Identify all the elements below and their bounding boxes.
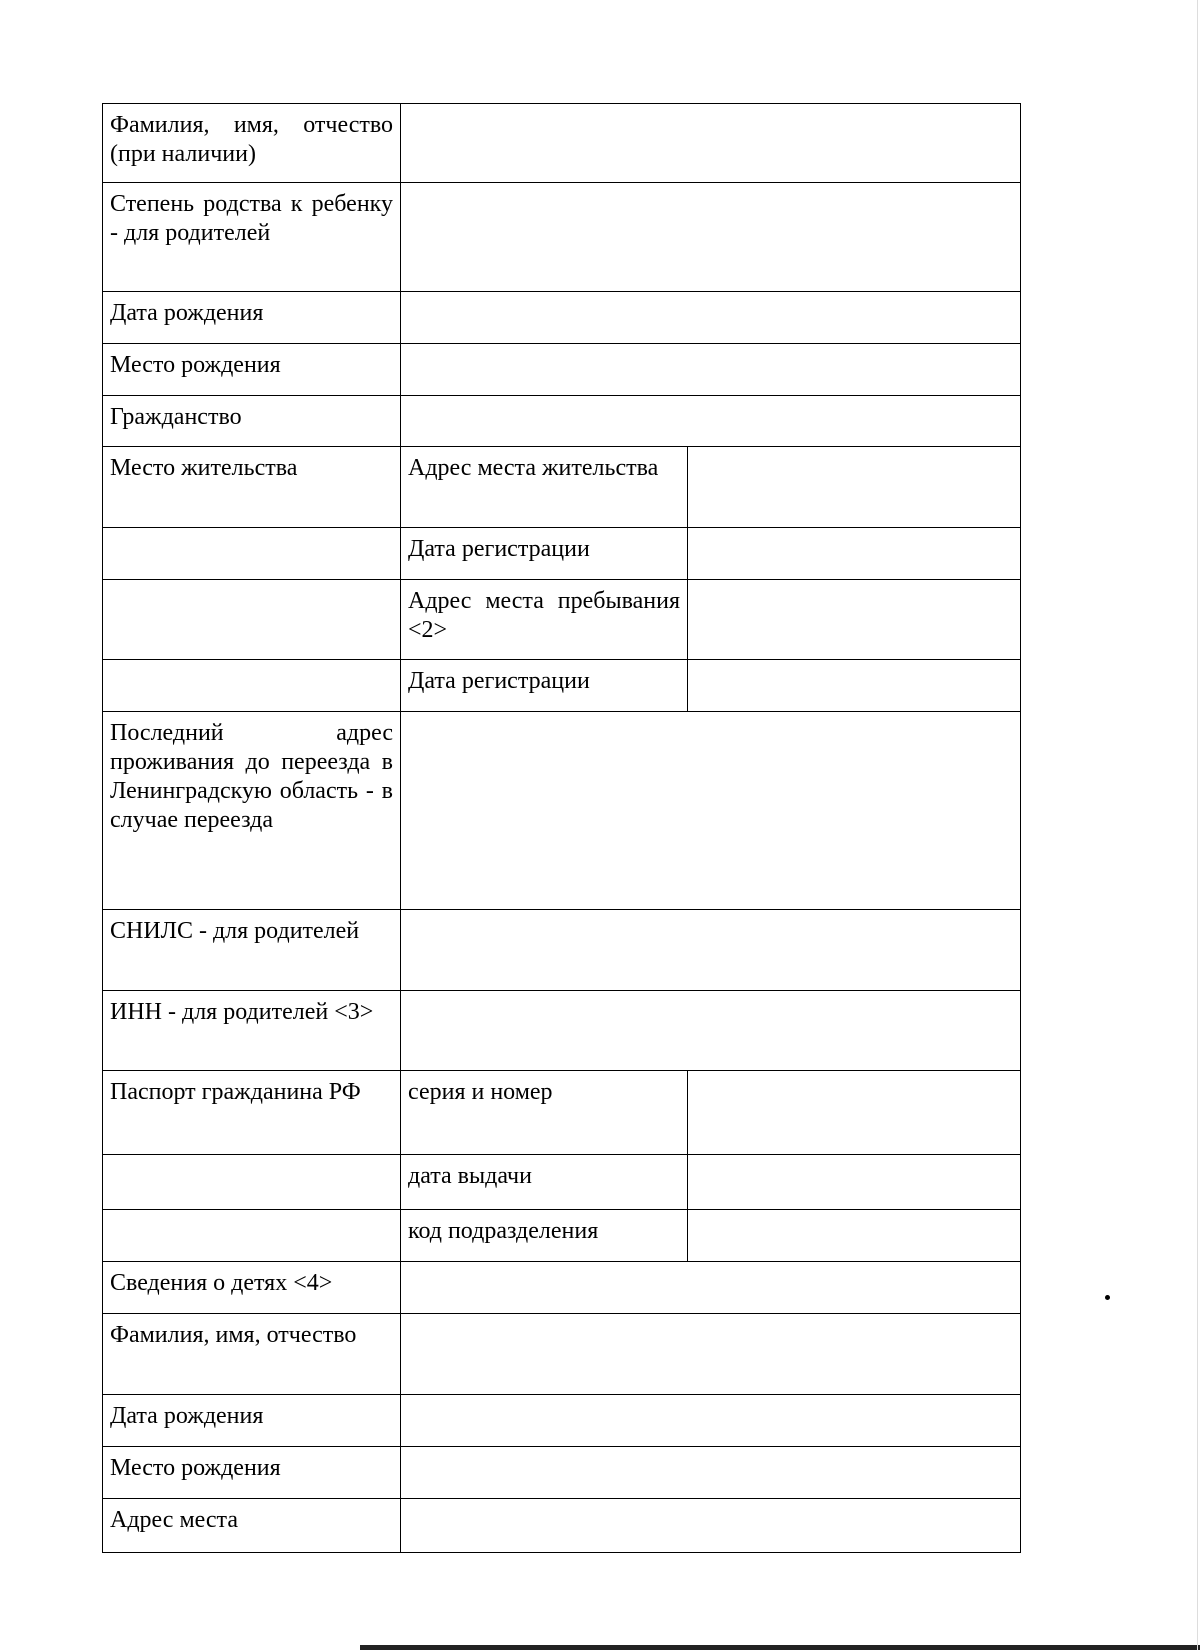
child-birth-place-field[interactable] (401, 1447, 1021, 1499)
residence-registration-date-field[interactable] (688, 528, 1021, 580)
empty-cell (103, 528, 401, 580)
scan-bottom-edge (360, 1645, 1200, 1650)
residence-address-label: Адрес места жительства (401, 447, 688, 528)
table-row (103, 1499, 1021, 1553)
inn-label: ИНН - для родителей <3> (103, 991, 401, 1071)
table-row (103, 104, 1021, 183)
table-row (103, 660, 1021, 712)
residence-registration-date-label: Дата регистрации (401, 528, 688, 580)
table-row (103, 447, 1021, 528)
table-row (103, 396, 1021, 447)
relationship-field[interactable] (401, 183, 1021, 292)
table-row (103, 292, 1021, 344)
stay-address-field[interactable] (688, 580, 1021, 660)
passport-issue-date-label: дата выдачи (401, 1155, 688, 1210)
scan-right-edge (1197, 0, 1198, 1650)
table-row (103, 910, 1021, 991)
residence-address-field[interactable] (688, 447, 1021, 528)
table-row (103, 991, 1021, 1071)
child-address-label: Адрес места (103, 1499, 401, 1553)
empty-cell (103, 1155, 401, 1210)
passport-division-code-label: код подразделения (401, 1210, 688, 1262)
table-row (103, 183, 1021, 292)
inn-field[interactable] (401, 991, 1021, 1071)
table-row (103, 712, 1021, 910)
full-name-field[interactable] (401, 104, 1021, 183)
table-row (103, 528, 1021, 580)
scan-speck (1105, 1295, 1110, 1300)
passport-issue-date-field[interactable] (688, 1155, 1021, 1210)
citizenship-label: Гражданство (103, 396, 401, 447)
passport-series-number-field[interactable] (688, 1071, 1021, 1155)
table-row (103, 1155, 1021, 1210)
children-info-label: Сведения о детях <4> (103, 1262, 401, 1314)
child-full-name-field[interactable] (401, 1314, 1021, 1395)
empty-cell (103, 1210, 401, 1262)
child-birth-date-label: Дата рождения (103, 1395, 401, 1447)
birth-place-label: Место рождения (103, 344, 401, 396)
previous-address-label: Последний адрес проживания до переезда в Ленинградскую область - в случае переезда (103, 712, 401, 910)
passport-division-code-field[interactable] (688, 1210, 1021, 1262)
stay-registration-date-label: Дата регистрации (401, 660, 688, 712)
table-row (103, 1071, 1021, 1155)
child-birth-place-label: Место рождения (103, 1447, 401, 1499)
stay-registration-date-field[interactable] (688, 660, 1021, 712)
birth-date-label: Дата рождения (103, 292, 401, 344)
table-row (103, 1395, 1021, 1447)
citizenship-field[interactable] (401, 396, 1021, 447)
birth-date-field[interactable] (401, 292, 1021, 344)
previous-address-field[interactable] (401, 712, 1021, 910)
child-address-field[interactable] (401, 1499, 1021, 1553)
snils-label: СНИЛС - для родителей (103, 910, 401, 991)
applicant-info-table (102, 103, 1021, 1553)
passport-label: Паспорт гражданина РФ (103, 1071, 401, 1155)
table-row (103, 1447, 1021, 1499)
table-row (103, 344, 1021, 396)
relationship-label: Степень родства к ребенку - для родителей (103, 183, 401, 292)
table-row (103, 580, 1021, 660)
full-name-label: Фамилия, имя, отчество (при наличии) (103, 104, 401, 183)
passport-series-number-label: серия и номер (401, 1071, 688, 1155)
children-info-field[interactable] (401, 1262, 1021, 1314)
child-full-name-label: Фамилия, имя, отчество (103, 1314, 401, 1395)
residence-label: Место жительства (103, 447, 401, 528)
birth-place-field[interactable] (401, 344, 1021, 396)
empty-cell (103, 660, 401, 712)
snils-field[interactable] (401, 910, 1021, 991)
table-row (103, 1314, 1021, 1395)
table-row (103, 1210, 1021, 1262)
stay-address-label: Адрес места пребывания <2> (401, 580, 688, 660)
empty-cell (103, 580, 401, 660)
table-row (103, 1262, 1021, 1314)
child-birth-date-field[interactable] (401, 1395, 1021, 1447)
